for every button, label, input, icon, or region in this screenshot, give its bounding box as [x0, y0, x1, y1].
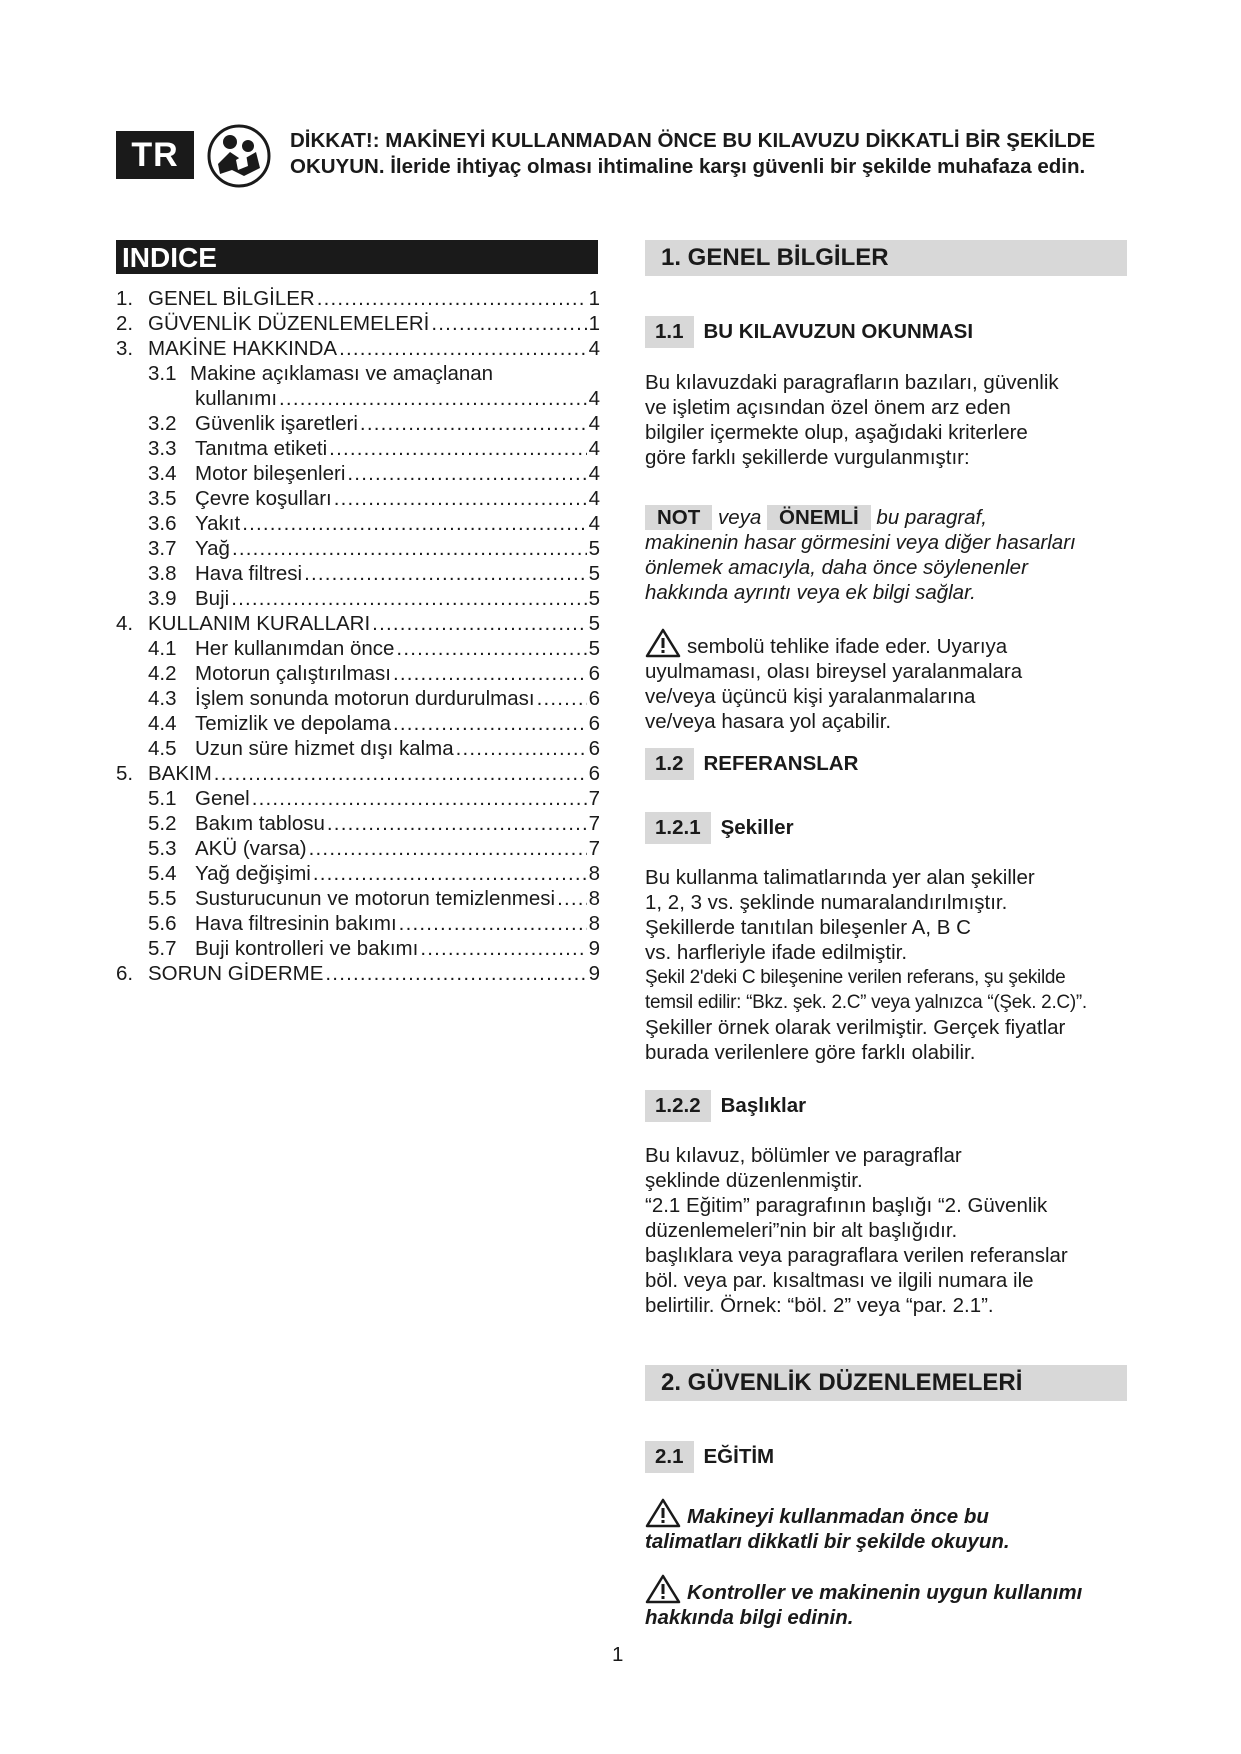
toc-entry[interactable] [116, 611, 600, 636]
text-line: hakkında bilgi edinin. [645, 1606, 854, 1629]
header-warning-line2: OKUYUN. İleride ihtiyaç olması ihtimaline karşı güvenli bir şekilde muhafaza edin. [290, 155, 1086, 178]
toc-entry-number: 3.5 [148, 487, 177, 510]
toc-leader-dots [347, 461, 586, 486]
toc-entry[interactable] [116, 311, 600, 336]
section-1-1-heading [645, 316, 973, 348]
text-line: hakkında ayrıntı veya ek bilgi sağlar. [645, 581, 976, 604]
toc-entry-number: 4.1 [148, 637, 177, 660]
toc-entry-page: 4 [588, 387, 600, 410]
toc-entry-page: 4 [588, 337, 600, 360]
toc-entry-number: 3.6 [148, 512, 177, 535]
page-number: 1 [612, 1643, 624, 1666]
text-line: uyulmaması, olası bireysel yaralanmalara [645, 660, 1023, 683]
text-line: talimatları dikkatli bir şekilde okuyun. [645, 1530, 1010, 1553]
toc-entry-number: 5.3 [148, 837, 177, 860]
toc-entry-number: 5.1 [148, 787, 177, 810]
toc-entry-label: Buji [195, 587, 230, 610]
toc-entry-label: Çevre koşulları [195, 487, 332, 510]
text-line: Şekiller örnek olarak verilmiştir. Gerçek fiyatlar [645, 1016, 1066, 1039]
toc-entry-page: 8 [588, 862, 600, 885]
toc-entry-label: Buji kontrolleri ve bakımı [195, 937, 419, 960]
text-line: Bu kılavuzdaki paragrafların bazıları, güvenlik [645, 371, 1059, 394]
toc-leader-dots [252, 786, 587, 811]
toc-entry-label: Yakıt [195, 512, 241, 535]
toc-entry[interactable] [116, 636, 600, 661]
toc-entry-number: 5.6 [148, 912, 177, 935]
toc-leader-dots [537, 686, 587, 711]
section-2-1-heading [645, 1441, 774, 1473]
toc-entry-page: 7 [588, 837, 600, 860]
toc-leader-dots [214, 761, 587, 786]
text-line: belirtilir. Örnek: “böl. 2” veya “par. 2.1”. [645, 1294, 994, 1317]
toc-entry-page: 5 [588, 612, 600, 635]
toc-entry-label: Motor bileşenleri [195, 462, 346, 485]
text-line: temsil edilir: “Bkz. şek. 2.C” veya yalnızca “(Şek. 2.C)”. [645, 992, 1087, 1013]
toc-entry-number: 2. [116, 312, 134, 335]
toc-entry-number: 4.5 [148, 737, 177, 760]
toc-entry-label: Her kullanımdan önce [195, 637, 395, 660]
toc-entry-label: SORUN GİDERME [148, 962, 324, 985]
toc-entry-number: 3.4 [148, 462, 177, 485]
toc-entry-label: Bakım tablosu [195, 812, 325, 835]
toc-entry-page: 4 [588, 412, 600, 435]
section-2-heading: 2. GÜVENLİK DÜZENLEMELERİ [645, 1365, 1127, 1401]
text-line: Makineyi kullanmadan önce bu [687, 1505, 989, 1528]
toc-entry-label: Makine açıklaması ve amaçlanan [190, 362, 494, 385]
section-1-2-1-heading [645, 812, 794, 844]
language-badge: TR [116, 131, 194, 179]
toc-entry-number: 4.4 [148, 712, 177, 735]
text-line: böl. veya par. kısaltması ve ilgili numara ile [645, 1269, 1034, 1292]
toc-entry[interactable] [116, 711, 600, 736]
toc-entry-page: 6 [588, 737, 600, 760]
toc-entry-page: 6 [588, 662, 600, 685]
section-1-2-heading [645, 748, 858, 780]
toc-leader-dots [396, 636, 586, 661]
toc-entry-page: 1 [588, 287, 600, 310]
toc-leader-dots [372, 611, 586, 636]
toc-entry-page: 6 [588, 712, 600, 735]
toc-entry[interactable] [116, 561, 600, 586]
text-line: Kontroller ve makinenin uygun kullanımı [687, 1581, 1083, 1604]
header-warning-line1: DİKKAT!: MAKİNEYİ KULLANMADAN ÖNCE BU KILAVUZU DİKKATLİ BİR ŞEKİLDE [290, 129, 1096, 152]
toc-entry-label: Güvenlik işaretleri [195, 412, 358, 435]
section-1-2-2-number: 1.2.2 [645, 1090, 711, 1122]
section-1-1-number: 1.1 [645, 316, 694, 348]
toc-entry-number: 1. [116, 287, 134, 310]
toc-entry-page: 5 [588, 587, 600, 610]
toc-entry-label: Hava filtresinin bakımı [195, 912, 397, 935]
toc-entry-number: 4.3 [148, 687, 177, 710]
toc-entry-number: 5.7 [148, 937, 177, 960]
note-or-text: veya [717, 506, 762, 529]
toc-entry-page: 8 [588, 912, 600, 935]
toc-leader-dots [393, 711, 587, 736]
toc-entry-page: 7 [588, 812, 600, 835]
toc-entry[interactable] [116, 861, 600, 886]
toc-leader-dots [304, 561, 587, 586]
toc-entry[interactable] [116, 686, 600, 711]
toc-leader-dots [309, 836, 587, 861]
warning-triangle-icon [645, 628, 681, 658]
toc-entry-label: Uzun süre hizmet dışı kalma [195, 737, 454, 760]
text-line: göre farklı şekillerde vurgulanmıştır: [645, 446, 970, 469]
toc-entry-number: 3.1 [148, 362, 177, 385]
toc-entry-page: 5 [588, 562, 600, 585]
toc-entry[interactable] [116, 286, 600, 311]
toc-leader-dots [329, 436, 586, 461]
note-first-line [645, 505, 1165, 530]
toc-entry-number: 5.5 [148, 887, 177, 910]
toc-entry-page: 4 [588, 437, 600, 460]
text-line: ve/veya üçüncü kişi yaralanmalarına [645, 685, 976, 708]
header-warning [290, 128, 1170, 180]
toc-entry-label: Yağ [195, 537, 230, 560]
toc-entry[interactable] [116, 836, 600, 861]
section-1-2-number: 1.2 [645, 748, 694, 780]
toc-leader-dots [242, 511, 586, 536]
toc-entry-page: 9 [588, 962, 600, 985]
toc-entry-page: 5 [588, 637, 600, 660]
toc-entry-label: KULLANIM KURALLARI [148, 612, 371, 635]
toc-entry-label: Hava filtresi [195, 562, 303, 585]
toc-entry-page: 8 [588, 887, 600, 910]
text-line: şeklinde düzenlenmiştir. [645, 1169, 863, 1192]
training-warning-1 [645, 1498, 1165, 1554]
toc-entry-label: MAKİNE HAKKINDA [148, 337, 338, 360]
toc-entry-number: 5.4 [148, 862, 177, 885]
text-line: makinenin hasar görmesini veya diğer hasarları [645, 531, 1076, 554]
toc-entry-page: 5 [588, 537, 600, 560]
note-rest-text: bu paragraf, [876, 506, 987, 529]
section-1-heading: 1. GENEL BİLGİLER [645, 240, 1127, 276]
toc-leader-dots [360, 411, 587, 436]
toc-leader-dots [431, 311, 586, 336]
toc-entry[interactable] [116, 536, 600, 561]
text-line: önlemek amacıyla, daha önce söylenenler [645, 556, 1028, 579]
toc-entry-number: 3.2 [148, 412, 177, 435]
toc-leader-dots [327, 811, 587, 836]
text-line: Bu kılavuz, bölümler ve paragraflar [645, 1144, 962, 1167]
toc-entry-label: Genel [195, 787, 250, 810]
toc-entry-continuation[interactable] [116, 386, 600, 411]
toc-entry-number: 3.9 [148, 587, 177, 610]
toc-entry[interactable] [116, 736, 600, 761]
toc-entry-label: GÜVENLİK DÜZENLEMELERİ [148, 312, 430, 335]
section-1-2-2-title: Başlıklar [720, 1094, 807, 1117]
toc-entry[interactable] [116, 511, 600, 536]
toc-entry-label: Temizlik ve depolama [195, 712, 391, 735]
toc-entry-label: Tanıtma etiketi [195, 437, 328, 460]
text-line: Bu kullanma talimatlarında yer alan şekiller [645, 866, 1035, 889]
toc-entry-label: AKÜ (varsa) [195, 837, 307, 860]
text-line: burada verilenlere göre farklı olabilir. [645, 1041, 976, 1064]
section-2-1-number: 2.1 [645, 1441, 694, 1473]
toc-entry[interactable] [116, 761, 600, 786]
text-line: ve işletim açısından özel önem arz eden [645, 396, 1011, 419]
toc-entry-label: GENEL BİLGİLER [148, 287, 315, 310]
warning-triangle-icon [645, 1498, 681, 1528]
section-1-1-title: BU KILAVUZUN OKUNMASI [703, 320, 974, 343]
toc-entry-number: 3. [116, 337, 134, 360]
toc-entry-number: 3.7 [148, 537, 177, 560]
toc-entry-label: İşlem sonunda motorun durdurulması [195, 687, 535, 710]
toc-entry-label: kullanımı [195, 387, 278, 410]
text-line: vs. harfleriyle ifade edilmiştir. [645, 941, 908, 964]
toc-leader-dots [317, 286, 587, 311]
toc-entry[interactable] [116, 961, 600, 986]
text-line: “2.1 Eğitim” paragrafının başlığı “2. Güvenlik [645, 1194, 1048, 1217]
toc-leader-dots [393, 661, 587, 686]
text-line: 1, 2, 3 vs. şeklinde numaralandırılmıştır. [645, 891, 1008, 914]
toc-entry[interactable] [116, 586, 600, 611]
toc-entry[interactable] [116, 811, 600, 836]
text-line: bilgiler içermekte olup, aşağıdaki kriterlere [645, 421, 1028, 444]
text-line: Şekillerde tanıtılan bileşenler A, B C [645, 916, 971, 939]
toc-leader-dots [325, 961, 586, 986]
toc-leader-dots [313, 861, 587, 886]
section-1-2-1-paragraph [645, 865, 1165, 1065]
toc-entry-number: 4.2 [148, 662, 177, 685]
toc-leader-dots [232, 536, 587, 561]
toc-leader-dots [399, 911, 587, 936]
toc-entry[interactable] [116, 936, 600, 961]
section-1-2-1-title: Şekiller [720, 816, 794, 839]
toc-entry[interactable] [116, 361, 600, 386]
toc-leader-dots [334, 486, 587, 511]
toc-entry-label: Susturucunun ve motorun temizlenmesi [195, 887, 556, 910]
text-line: başlıklara veya paragraflara verilen referanslar [645, 1244, 1068, 1267]
note-paragraph [645, 505, 1165, 605]
toc-entry-page: 7 [588, 787, 600, 810]
toc-leader-dots [231, 586, 586, 611]
text-line: Şekil 2'deki C bileşenine verilen referans, şu şekilde [645, 967, 1066, 988]
toc-entry-number: 5.2 [148, 812, 177, 835]
toc-title: INDICE [116, 240, 598, 274]
toc-entry-number: 3.8 [148, 562, 177, 585]
toc-entry-page: 6 [588, 762, 600, 785]
section-1-2-2-paragraph [645, 1143, 1165, 1318]
table-of-contents [116, 286, 600, 986]
toc-leader-dots [456, 736, 587, 761]
toc-entry-number: 4. [116, 612, 134, 635]
toc-leader-dots [420, 936, 586, 961]
danger-paragraph [645, 628, 1165, 734]
text-line: ve/veya hasara yol açabilir. [645, 710, 892, 733]
danger-first-line [645, 628, 1165, 659]
section-1-1-paragraph [645, 370, 1165, 470]
toc-entry-number: 3.3 [148, 437, 177, 460]
toc-entry[interactable] [116, 911, 600, 936]
toc-entry[interactable] [116, 786, 600, 811]
section-1-2-title: REFERANSLAR [703, 752, 859, 775]
toc-entry[interactable] [116, 661, 600, 686]
warning-triangle-icon [645, 1574, 681, 1604]
danger-text: sembolü tehlike ifade eder. Uyarıya [687, 635, 1008, 658]
toc-entry-page: 4 [588, 512, 600, 535]
toc-entry-page: 9 [588, 937, 600, 960]
toc-entry[interactable] [116, 411, 600, 436]
section-1-2-2-heading [645, 1090, 806, 1122]
section-2-1-title: EĞİTİM [703, 1445, 775, 1468]
toc-entry-label: Motorun çalıştırılması [195, 662, 391, 685]
note-tag: NOT [645, 505, 712, 530]
training-warning-2 [645, 1574, 1165, 1630]
toc-leader-dots [557, 886, 587, 911]
read-manual-icon [206, 124, 272, 188]
section-1-2-1-number: 1.2.1 [645, 812, 711, 844]
toc-entry-number: 6. [116, 962, 134, 985]
toc-leader-dots [279, 386, 587, 411]
toc-entry[interactable] [116, 436, 600, 461]
important-tag: ÖNEMLİ [767, 505, 871, 530]
toc-entry-label: Yağ değişimi [195, 862, 311, 885]
toc-entry-number: 5. [116, 762, 134, 785]
toc-leader-dots [339, 336, 586, 361]
toc-entry-label: BAKIM [148, 762, 212, 785]
toc-entry[interactable] [116, 486, 600, 511]
toc-entry[interactable] [116, 336, 600, 361]
toc-entry-page: 1 [588, 312, 600, 335]
toc-entry[interactable] [116, 886, 600, 911]
toc-entry[interactable] [116, 461, 600, 486]
text-line: düzenlemeleri”nin bir alt başlığıdır. [645, 1219, 958, 1242]
toc-entry-page: 4 [588, 487, 600, 510]
toc-entry-page: 6 [588, 687, 600, 710]
toc-entry-page: 4 [588, 462, 600, 485]
